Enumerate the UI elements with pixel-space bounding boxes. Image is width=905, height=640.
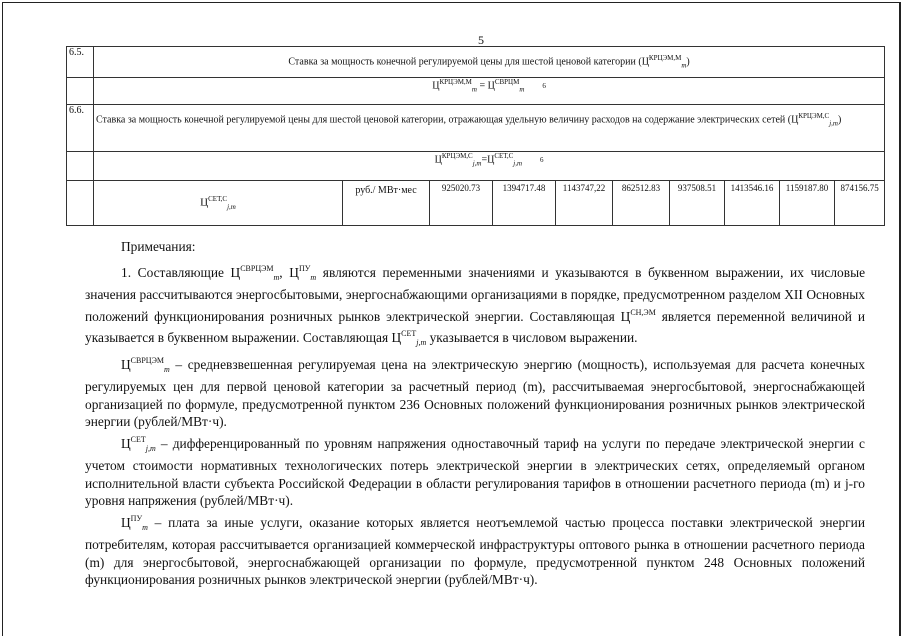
value-cell: 1159187.80 bbox=[780, 181, 835, 226]
note-definition-set: $Ц^{СЕТ}_{j,m}$ – дифференцированный по уровням напряжения одноставочный тариф на услуги по передаче электрической энергии с учетом стоимости нормативных технологических потерь электрической энергии в электрических сетях, определяемый органом исполнительной власти субъекта Российской Федерации в области регулирования тарифов в отношении расчетного периода (m) и j-го уровня напряжения (рублей/МВт·ч). bbox=[85, 434, 865, 508]
value-cell: 1143747,22 bbox=[556, 181, 613, 226]
row-number: 6.6. bbox=[67, 105, 94, 152]
table-row-6-5 bbox=[67, 47, 885, 78]
row-title: Ставка за мощность конечной регулируемой цены для шестой ценовой категории $(Ц^{КРЦЭМ,М}_m)$ bbox=[94, 47, 885, 78]
footnote-marker: 6 bbox=[542, 82, 546, 91]
table-row-6-5-formula bbox=[67, 78, 885, 105]
formula: $Ц^{КРЦЭМ,М}_m = Ц^{СВРЦМ}_m$ 6 bbox=[94, 78, 885, 105]
symbol-cell: $Ц^{СЕТ,С}_{j,m}$ bbox=[94, 181, 343, 226]
value-cell: 937508.51 bbox=[670, 181, 725, 226]
tariff-table bbox=[66, 46, 885, 226]
footnote-marker: 6 bbox=[540, 156, 544, 165]
notes-heading: Примечания: bbox=[121, 239, 196, 254]
notes-section bbox=[85, 238, 865, 589]
table-row-values bbox=[67, 181, 885, 226]
value-cell: 1413546.16 bbox=[725, 181, 780, 226]
note-definition-svrcem: $Ц^{СВРЦЭМ}_m$ – средневзвешенная регулируемая цена на электрическую энергию (мощность), используемая для расчета конечных регулируемых цен для первой ценовой категории за расчетный период (m), рассчитываемая энергосбытовой, энергоснабжающей организацией по формуле, предусмотренной пунктом 236 Основных положений функционирования розничных рынков электрической энергии (рублей/МВт·ч). bbox=[85, 355, 865, 429]
value-cell: 874156.75 bbox=[835, 181, 885, 226]
row-title: Ставка за мощность конечной регулируемой цены для шестой ценовой категории, отражающая удельную величину расходов на содержание электрических сетей $(Ц^{КРЦЭМ,С}_{j,m})$ bbox=[94, 105, 885, 152]
table-row-6-6 bbox=[67, 105, 885, 152]
value-cell: 1394717.48 bbox=[493, 181, 556, 226]
note-paragraph-1: 1. Составляющие $Ц^{СВРЦЭМ}_m$, $Ц^{ПУ}_m$ являются переменными значениями и указываются в буквенном выражении, их числовые значения рассчитываются энергосбытовыми, энергоснабжающими организациями в порядке, предусмотренном разделом XII Основных положений функционирования розничных рынков электрической энергии. Составляющая $Ц^{СН,ЭМ}$ является переменной величиной и указывается в буквенном выражении. Составляющая $Ц^{СЕТ}_{j,m}$ указывается в числовом выражении. bbox=[85, 263, 866, 347]
unit-cell: руб./ МВт·мес bbox=[343, 181, 430, 226]
note-definition-pu: $Ц^{ПУ}_m$ – плата за иные услуги, оказание которых является неотъемлемой частью процесса поставки электрической энергии потребителям, которая рассчитывается организацией коммерческой инфраструктуры оптового рынка в отношении расчетного периода (m) для энергосбытовой, энергоснабжающей организации по формуле, предусмотренной пунктом 248 Основных положений функционирования розничных рынков электрической энергии (рублей/МВт·ч). bbox=[85, 513, 865, 587]
value-cell: 925020.73 bbox=[430, 181, 493, 226]
table-row-6-6-formula bbox=[67, 152, 885, 181]
value-cell: 862512.83 bbox=[613, 181, 670, 226]
page-number: 5 bbox=[478, 33, 484, 47]
row-number: 6.5. bbox=[67, 47, 94, 78]
formula: $Ц^{КРЦЭМ,С}_{j,m}=Ц^{СЕТ,С}_{j,m}$ 6 bbox=[94, 152, 885, 181]
